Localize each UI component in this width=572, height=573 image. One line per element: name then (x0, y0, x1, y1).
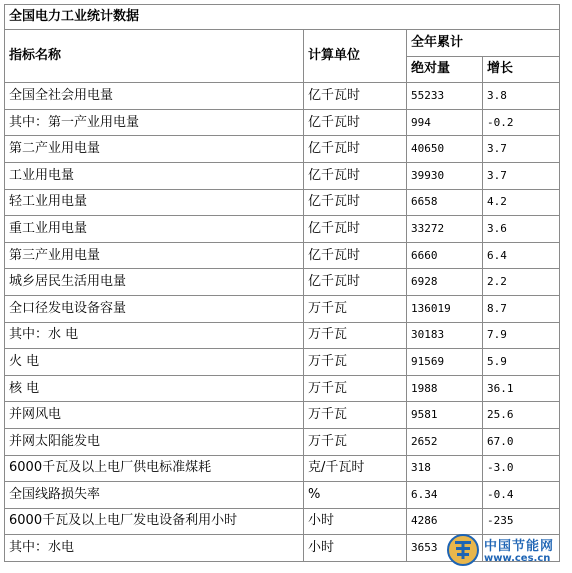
table-row (5, 295, 560, 322)
row-name: 城乡居民生活用电量 (5, 269, 304, 296)
row-absolute: 40650 (407, 136, 483, 163)
row-absolute: 6.34 (407, 482, 483, 509)
row-absolute: 3653 (407, 535, 483, 562)
row-name: 6000千瓦及以上电厂发电设备利用小时 (5, 508, 304, 535)
row-growth: -235 (483, 508, 560, 535)
row-absolute: 136019 (407, 295, 483, 322)
header-indicator: 指标名称 (5, 30, 304, 83)
row-unit: 万千瓦 (304, 402, 407, 429)
table-title: 全国电力工业统计数据 (5, 5, 560, 30)
row-name: 轻工业用电量 (5, 189, 304, 216)
row-growth: 6.4 (483, 242, 560, 269)
row-unit: 亿千瓦时 (304, 136, 407, 163)
table-row (5, 508, 560, 535)
row-unit: 亿千瓦时 (304, 109, 407, 136)
row-name: 第三产业用电量 (5, 242, 304, 269)
table-row (5, 216, 560, 243)
table-row (5, 109, 560, 136)
ces-logo-icon (446, 533, 480, 567)
table-row (5, 269, 560, 296)
row-absolute: 6658 (407, 189, 483, 216)
row-unit: 万千瓦 (304, 349, 407, 376)
row-absolute: 6928 (407, 269, 483, 296)
row-name: 重工业用电量 (5, 216, 304, 243)
row-growth: 3.6 (483, 216, 560, 243)
header-growth: 增长 (483, 56, 560, 83)
row-growth: 25.6 (483, 402, 560, 429)
row-growth: 3.7 (483, 136, 560, 163)
row-unit: 小时 (304, 508, 407, 535)
row-absolute: 30183 (407, 322, 483, 349)
table-row (5, 242, 560, 269)
row-unit: 亿千瓦时 (304, 83, 407, 110)
row-name: 6000千瓦及以上电厂供电标准煤耗 (5, 455, 304, 482)
header-unit: 计算单位 (304, 30, 407, 83)
table-row (5, 428, 560, 455)
row-growth: 5.9 (483, 349, 560, 376)
row-name: 全国线路损失率 (5, 482, 304, 509)
row-growth: 2.2 (483, 269, 560, 296)
watermark-url: www.ces.cn (484, 553, 551, 564)
table-row (5, 402, 560, 429)
header-absolute: 绝对量 (407, 56, 483, 83)
row-unit: 克/千瓦时 (304, 455, 407, 482)
row-name: 其中：水 电 (5, 322, 304, 349)
table-row (5, 349, 560, 376)
row-growth: 67.0 (483, 428, 560, 455)
row-absolute: 2652 (407, 428, 483, 455)
stats-table (4, 4, 560, 562)
row-name: 全国全社会用电量 (5, 83, 304, 110)
row-name: 并网太阳能发电 (5, 428, 304, 455)
row-growth: 7.9 (483, 322, 560, 349)
row-unit: 亿千瓦时 (304, 269, 407, 296)
row-unit: 万千瓦 (304, 428, 407, 455)
row-absolute: 4286 (407, 508, 483, 535)
row-unit: 万千瓦 (304, 375, 407, 402)
row-name: 核 电 (5, 375, 304, 402)
row-growth: 3.7 (483, 162, 560, 189)
title-row (5, 5, 560, 30)
row-growth: 3.8 (483, 83, 560, 110)
row-absolute: 33272 (407, 216, 483, 243)
row-absolute: 318 (407, 455, 483, 482)
row-unit: % (304, 482, 407, 509)
table-row (5, 162, 560, 189)
row-unit: 亿千瓦时 (304, 242, 407, 269)
table-row (5, 83, 560, 110)
row-absolute: 1988 (407, 375, 483, 402)
row-growth: 8.7 (483, 295, 560, 322)
row-name: 火 电 (5, 349, 304, 376)
row-absolute: 55233 (407, 83, 483, 110)
row-name: 其中：水电 (5, 535, 304, 562)
row-absolute: 6660 (407, 242, 483, 269)
header-cumulative: 全年累计 (407, 30, 560, 57)
watermark (446, 533, 566, 571)
row-growth: -0.2 (483, 109, 560, 136)
table-row (5, 482, 560, 509)
row-unit: 亿千瓦时 (304, 189, 407, 216)
table-row (5, 455, 560, 482)
table-row (5, 189, 560, 216)
row-growth: -0.4 (483, 482, 560, 509)
table-row (5, 375, 560, 402)
row-growth: -3.0 (483, 455, 560, 482)
row-growth: 4.2 (483, 189, 560, 216)
row-unit: 万千瓦 (304, 295, 407, 322)
row-unit: 亿千瓦时 (304, 216, 407, 243)
row-absolute: 91569 (407, 349, 483, 376)
row-unit: 小时 (304, 535, 407, 562)
row-name: 其中：第一产业用电量 (5, 109, 304, 136)
watermark-text: 中国节能网 (484, 539, 555, 554)
row-growth: 36.1 (483, 375, 560, 402)
row-absolute: 994 (407, 109, 483, 136)
row-absolute: 9581 (407, 402, 483, 429)
row-name: 工业用电量 (5, 162, 304, 189)
header-row-1 (5, 30, 560, 57)
row-name: 第二产业用电量 (5, 136, 304, 163)
row-unit: 亿千瓦时 (304, 162, 407, 189)
row-name: 全口径发电设备容量 (5, 295, 304, 322)
table-row (5, 322, 560, 349)
row-name: 并网风电 (5, 402, 304, 429)
row-absolute: 39930 (407, 162, 483, 189)
row-unit: 万千瓦 (304, 322, 407, 349)
table-row (5, 136, 560, 163)
